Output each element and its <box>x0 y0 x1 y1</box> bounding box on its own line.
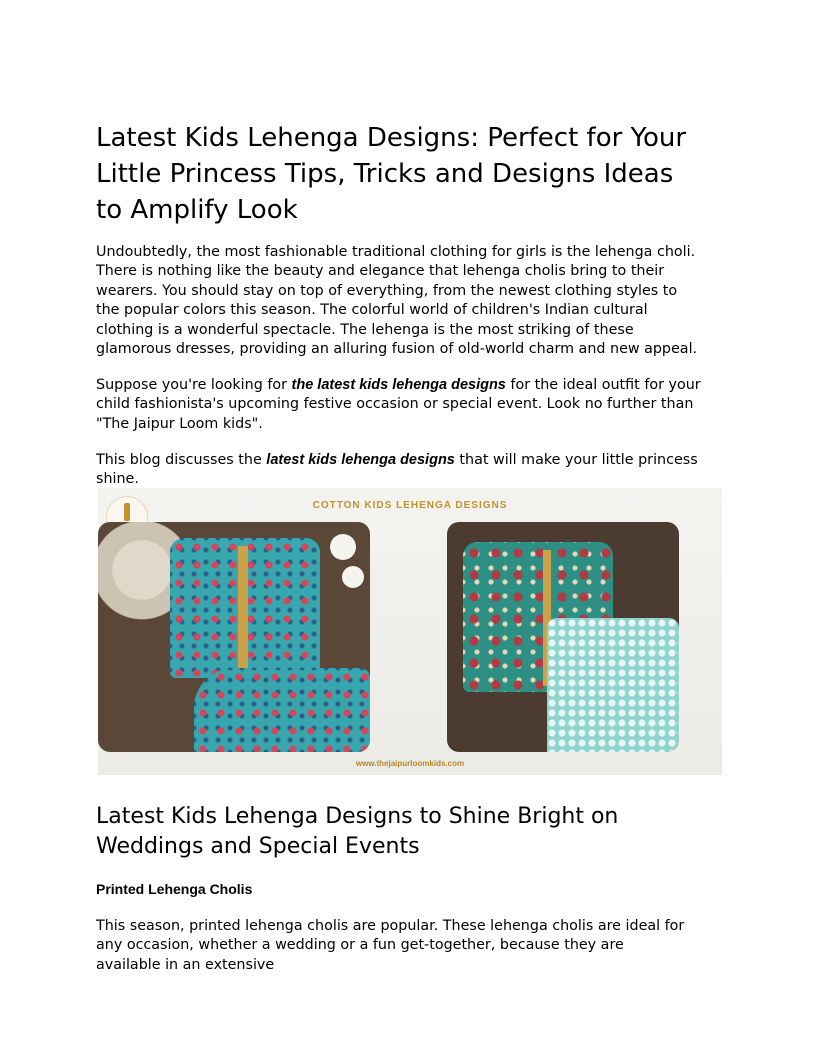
banner-url: www.thejaipurloomkids.com <box>355 759 465 768</box>
lehenga-skirt <box>194 668 370 752</box>
kurti-trim <box>238 546 248 674</box>
sharara-pants <box>547 618 679 752</box>
section-heading: Latest Kids Lehenga Designs to Shine Bright on Weddings and Special Events <box>96 804 619 859</box>
flower-decoration <box>342 566 364 588</box>
flower-decoration <box>330 534 356 560</box>
blog-intro-paragraph <box>96 451 726 490</box>
printed-lehenga-paragraph: This season, printed lehenga cholis are popular. These lehenga cholis are ideal for any occasion, whether a wedding or a fun get-together, because they are available in an extensive <box>96 918 685 973</box>
p3-emphasis: latest kids lehenga designs <box>266 452 455 468</box>
banner-title: COTTON KIDS LEHENGA DESIGNS <box>312 500 508 511</box>
p3-text-before: This blog discusses the <box>96 452 267 468</box>
cotton-lehenga-banner-image <box>98 488 722 775</box>
p3-text-after: that will make your little princess shine. <box>96 452 698 488</box>
page-title: Latest Kids Lehenga Designs: Perfect for Your Little Princess Tips, Tricks and Designs Ideas to Amplify Look <box>96 123 687 225</box>
product-photo-left <box>98 522 370 752</box>
product-photo-right <box>447 522 679 752</box>
intro-paragraph: Undoubtedly, the most fashionable traditional clothing for girls is the lehenga choli. There is nothing like the beauty and elegance that lehenga cholis bring to their wearers. You should stay on top of everything, from the newest clothing styles to the popular colors this season. The colorful world of children's Indian cultural clothing is a wonderful spectacle. The lehenga is the most striking of these glamorous dresses, providing an alluring fusion of old-world charm and new appeal. <box>96 244 698 358</box>
p2-emphasis: the latest kids lehenga designs <box>291 377 506 393</box>
p2-text-before: Suppose you're looking for <box>96 377 292 393</box>
p2-text-after: for the ideal outfit for your child fashionista's upcoming festive occasion or special event. Look no further than "The Jaipur Loom kids". <box>96 377 701 432</box>
jaipur-loom-paragraph <box>96 376 726 434</box>
sub-heading: Printed Lehenga Cholis <box>96 881 253 897</box>
